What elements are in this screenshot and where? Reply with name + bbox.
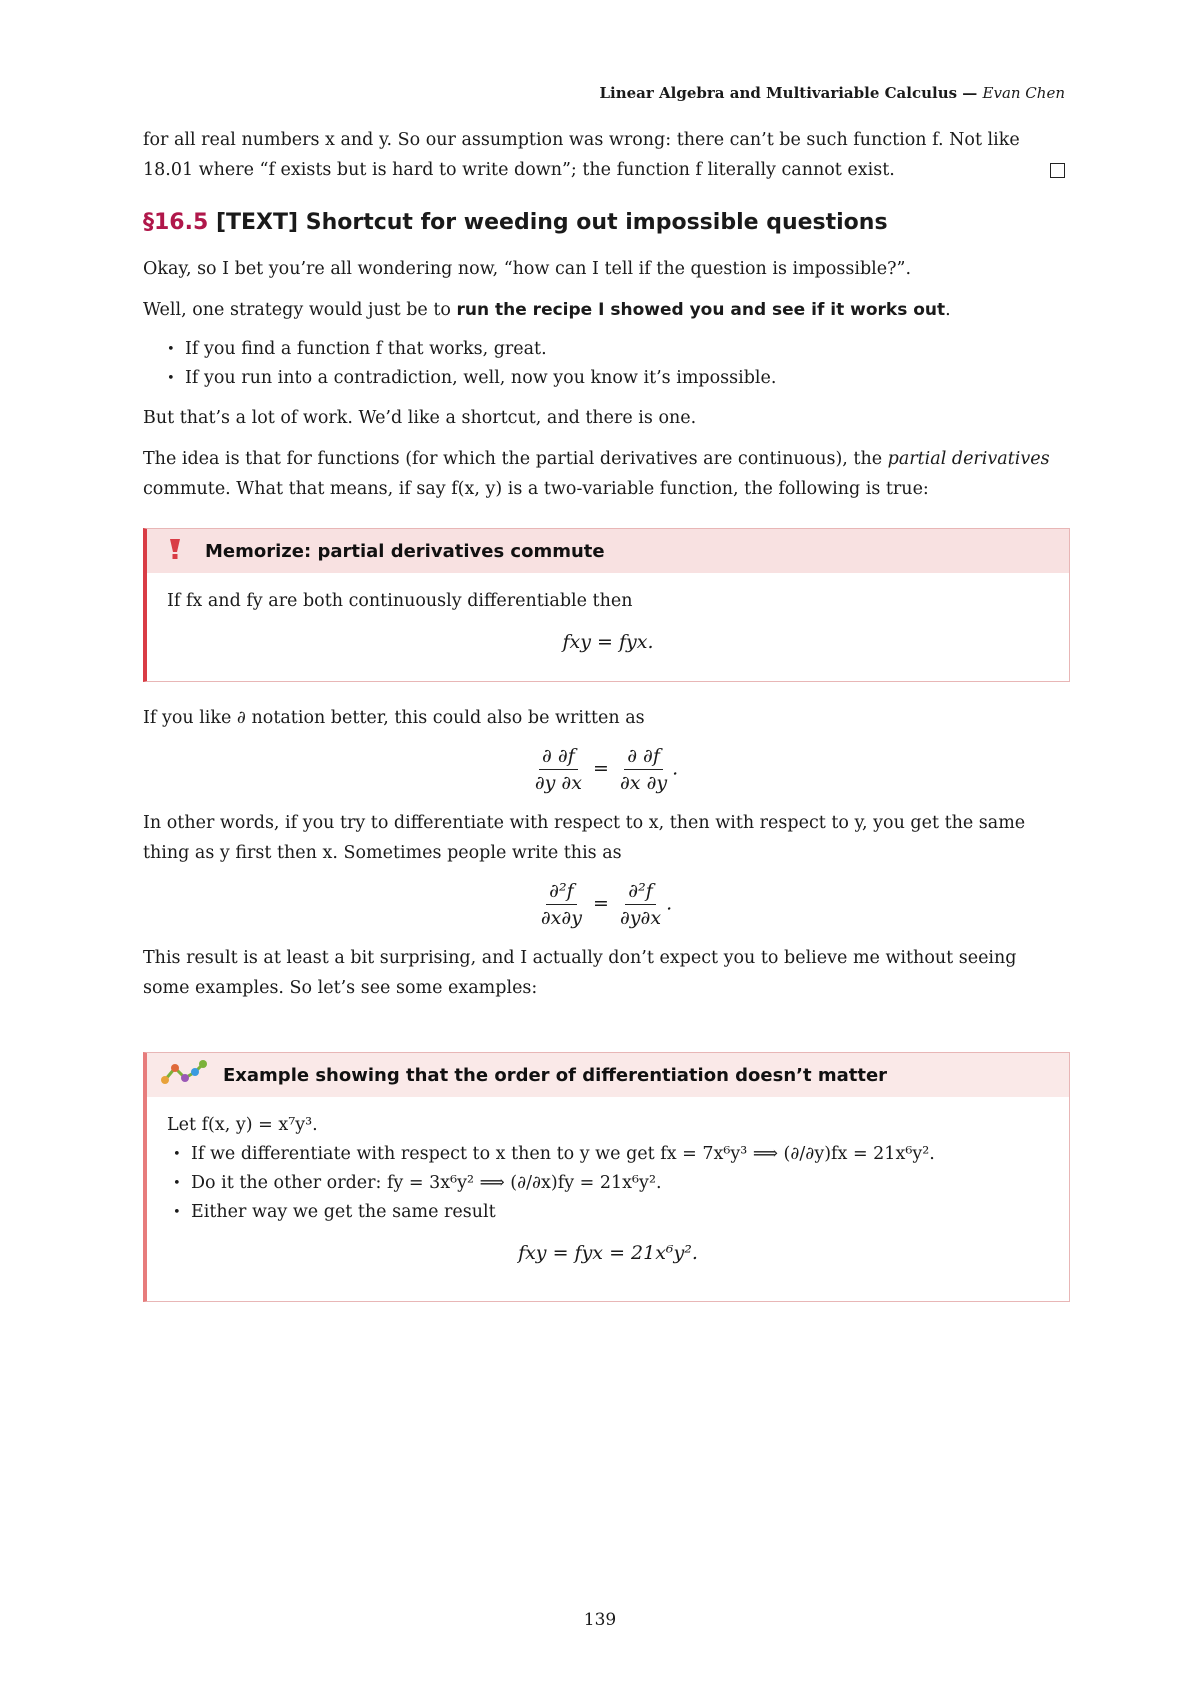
running-header	[599, 84, 1065, 102]
p2-pre: Well, one strategy would just be to	[143, 300, 457, 320]
example-list	[167, 1140, 1049, 1227]
header-author: Evan Chen	[982, 84, 1065, 102]
paragraph-2	[143, 295, 1065, 325]
list-item: • Either way we get the same result	[191, 1198, 1049, 1227]
paragraph-3: But that’s a lot of work. We’d like a shortcut, and there is one.	[143, 408, 697, 428]
eq2-left-denominator: ∂x∂y	[540, 907, 582, 929]
equation-2	[143, 878, 1065, 931]
intro-paragraph	[143, 125, 1065, 185]
middle-section	[143, 703, 1065, 1003]
p2-post: .	[945, 300, 951, 320]
body-top	[143, 254, 1065, 504]
paragraph-4-line-2: commute. What that means, if say f(x, y) is a two-variable function, the following is true:	[143, 479, 929, 499]
eq2-left-fraction	[538, 878, 585, 931]
intro-line-1: for all real numbers x and y. So our assumption was wrong: there can’t be such function f. Not like	[143, 130, 1020, 150]
eq2-left-numerator: ∂²f	[546, 878, 576, 905]
example-box	[143, 1052, 1070, 1302]
equation-1	[143, 743, 1065, 796]
p4-emphasis: partial derivatives	[887, 449, 1050, 469]
list-item: • If you find a function f that works, great.	[185, 335, 1065, 364]
paragraph-5: If you like ∂ notation better, this could also be written as	[143, 708, 645, 728]
intro-line-2-wrap	[143, 155, 1065, 185]
section-heading	[143, 210, 888, 235]
paragraph-6-line-1: In other words, if you try to differentiate with respect to x, then with respect to y, you get the same	[143, 813, 1026, 833]
chart-line-icon	[161, 1060, 207, 1091]
section-title: [TEXT] Shortcut for weeding out impossible questions	[215, 210, 888, 235]
memorize-box	[143, 528, 1070, 682]
eq2-right-denominator: ∂y∂x	[619, 907, 662, 929]
eq1-left-numerator: ∂ ∂f	[539, 743, 578, 770]
eq1-equals: =	[593, 757, 609, 780]
eq1-left-fraction	[532, 743, 585, 796]
memorize-box-formula: fxy = fyx.	[562, 631, 654, 653]
eq2-period: .	[666, 892, 673, 915]
header-dash: —	[962, 84, 978, 102]
qed-square-icon	[1050, 163, 1065, 178]
bullet-list	[143, 335, 1065, 393]
memorize-box-header	[147, 529, 1069, 573]
example-box-header	[147, 1053, 1069, 1097]
eq2-right-numerator: ∂²f	[625, 878, 655, 905]
exclamation-icon	[165, 538, 185, 565]
page-number: 139	[583, 1610, 617, 1630]
paragraph-7-line-2: some examples. So let’s see some examples:	[143, 978, 538, 998]
p4-pre: The idea is that for functions (for which the partial derivatives are continuous), the	[143, 449, 888, 469]
eq2-right-fraction	[617, 878, 664, 931]
eq1-right-denominator: ∂x ∂y	[619, 772, 668, 794]
header-title: Linear Algebra and Multivariable Calculus	[599, 84, 958, 102]
eq1-right-numerator: ∂ ∂f	[624, 743, 663, 770]
eq1-right-fraction	[617, 743, 670, 796]
intro-line-2: 18.01 where “f exists but is hard to write down”; the function f literally cannot exist.	[143, 160, 895, 180]
section-number: §16.5	[143, 210, 209, 235]
list-item: • Do it the other order: fy = 3x⁶y² ⟹ (∂/∂x)fy = 21x⁶y².	[191, 1169, 1049, 1198]
paragraph-6-line-2: thing as y first then x. Sometimes people write this as	[143, 843, 622, 863]
list-item: • If you run into a contradiction, well, now you know it’s impossible.	[185, 364, 1065, 393]
memorize-box-title: Memorize: partial derivatives commute	[205, 540, 605, 562]
list-item: • If we differentiate with respect to x then to y we get fx = 7x⁶y³ ⟹ (∂/∂y)fx = 21x⁶y².	[191, 1140, 1049, 1169]
eq1-left-denominator: ∂y ∂x	[534, 772, 582, 794]
eq1-period: .	[672, 757, 679, 780]
eq2-equals: =	[593, 892, 609, 915]
memorize-box-text: If fx and fy are both continuously differentiable then	[167, 591, 633, 611]
example-box-body	[147, 1097, 1069, 1278]
example-box-title: Example showing that the order of differentiation doesn’t matter	[223, 1064, 888, 1086]
example-formula: fxy = fyx = 21x⁶y².	[518, 1242, 698, 1264]
example-let: Let f(x, y) = x⁷y³.	[167, 1115, 318, 1135]
paragraph-1: Okay, so I bet you’re all wondering now, “how can I tell if the question is impossible?”.	[143, 259, 912, 279]
paragraph-4	[143, 444, 1065, 474]
p2-bold: run the recipe I showed you and see if it works out	[456, 300, 946, 320]
paragraph-7-line-1: This result is at least a bit surprising, and I actually don’t expect you to believe me without seeing	[143, 948, 1017, 968]
memorize-box-body	[147, 573, 1069, 667]
